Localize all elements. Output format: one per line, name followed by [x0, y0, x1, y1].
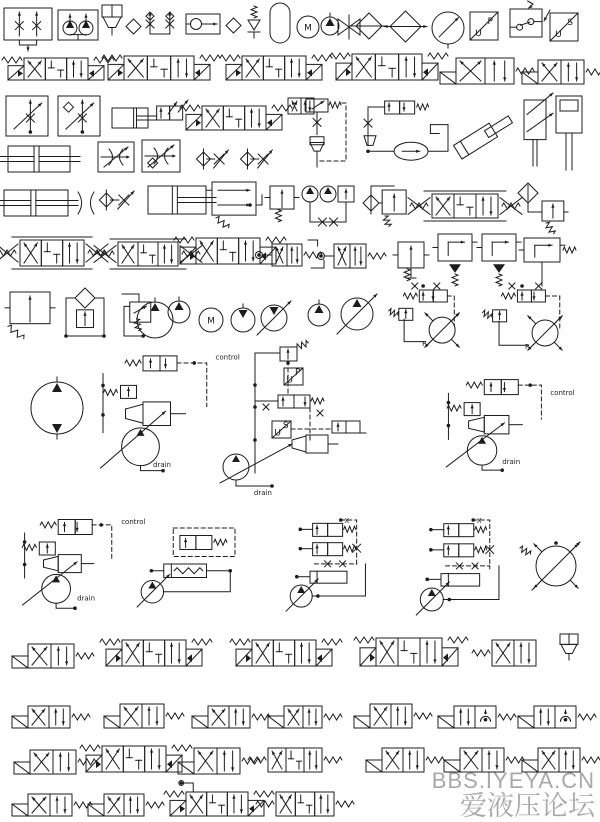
dcv-4-2-solenoid — [12, 794, 92, 816]
variable-pump-star — [519, 541, 581, 590]
double-rod-cylinder — [0, 190, 78, 216]
variable-motor — [257, 301, 291, 335]
one-way-throttle — [196, 149, 228, 169]
dcv-4-3-solenoid — [330, 53, 448, 80]
dcv-4-3-pin — [164, 781, 274, 817]
svg-text:P: P — [487, 16, 493, 27]
dcv-4-3-proportional — [408, 191, 522, 221]
dcv-4-3-solenoid — [2, 57, 114, 80]
svg-text:U: U — [274, 428, 281, 439]
svg-text:drain: drain — [502, 458, 521, 467]
shuttle-valve — [186, 14, 220, 34]
pilot-relief-valve — [393, 242, 429, 281]
sequence-valve — [433, 234, 477, 286]
ball-pin-valve — [318, 244, 387, 268]
plunger-cylinder — [556, 96, 582, 170]
signal-box — [550, 13, 578, 41]
check-throttle-block — [99, 190, 134, 210]
dcv-3-2-solenoid — [354, 704, 432, 728]
dcv-4-3-solenoid — [102, 55, 220, 80]
svg-text:control: control — [215, 353, 240, 362]
throttle-check-pair — [146, 12, 174, 34]
throttle-valve — [98, 142, 134, 172]
check-valve-diamond — [126, 19, 141, 34]
dcv-4-2-solenoid — [14, 750, 96, 774]
dcv-4-2-solenoid — [88, 794, 164, 816]
valve-filter-pump-circuit — [364, 101, 448, 160]
counter-box — [470, 12, 498, 40]
double-pump-large — [137, 298, 173, 338]
compensated-pump-circuit — [388, 283, 460, 348]
svg-text:R: R — [422, 340, 427, 349]
dcv-3-2-solenoid — [192, 706, 270, 728]
dcv-4-3-spring — [354, 637, 468, 666]
svg-text:X: X — [476, 517, 482, 525]
two-stage-pump-circuit — [286, 517, 365, 611]
cylinder-with-valve — [112, 100, 188, 128]
pump — [308, 300, 330, 326]
compensated-pump-circuit — [481, 283, 562, 351]
dcv-4-3-solenoid — [80, 745, 192, 772]
relief-throttle-filter-circuit — [306, 99, 346, 167]
electric-motor — [297, 16, 319, 38]
load-sense-pump-circuit — [220, 340, 366, 497]
dcv-4-2-solenoid — [12, 644, 94, 668]
check-relief-block — [64, 288, 106, 338]
dual-pump-block — [302, 186, 354, 226]
dcv-4-2-solenoid — [522, 60, 600, 84]
svg-text:control: control — [121, 518, 146, 526]
svg-text:X: X — [344, 517, 350, 525]
breather-small — [560, 634, 578, 660]
dcv-4-3-spring — [256, 792, 354, 816]
svg-text:M: M — [207, 316, 215, 327]
spring-check-valve — [248, 6, 260, 38]
dcv-4-3-solenoid — [180, 105, 292, 130]
relief-valve-block — [206, 182, 262, 230]
two-stage-pump-circuit — [416, 517, 499, 615]
svg-text:S: S — [282, 421, 289, 432]
filter-reducing-block — [518, 183, 568, 235]
sequence-valve — [477, 234, 521, 286]
svg-text:R: R — [525, 342, 530, 351]
flow-regulator-block-check — [58, 96, 100, 136]
pump-cylinder-circuit — [137, 528, 235, 607]
dcv-4-3-spring — [248, 748, 342, 772]
relief-with-check — [363, 186, 406, 227]
pump-unit — [321, 13, 339, 35]
relief-valve-spring — [5, 292, 55, 341]
watermark-forum: 爱液压论坛 — [460, 790, 595, 821]
one-way-throttle — [240, 149, 272, 169]
variable-actuator — [524, 93, 553, 166]
dcv-3-2-poppet — [438, 706, 516, 728]
flow-divider — [4, 8, 52, 51]
dcv-4-3-solenoid — [100, 639, 212, 666]
dcv-4-2-solenoid — [440, 58, 534, 84]
dcv-4-2-spring — [472, 640, 536, 666]
accumulator — [270, 3, 290, 43]
svg-text:S: S — [567, 17, 574, 28]
dcv-3-2-solenoid — [12, 706, 90, 728]
cooler — [384, 11, 427, 42]
pressure-switch — [510, 1, 550, 37]
inclined-cylinder — [454, 113, 515, 159]
svg-text:P: P — [294, 368, 301, 379]
dual-check-block — [58, 10, 98, 40]
dcv-3-2-poppet — [518, 706, 596, 728]
svg-text:drain: drain — [77, 594, 96, 603]
orifice — [78, 192, 94, 214]
hydraulic-motor — [231, 304, 255, 332]
dcv-4-2-solenoid — [178, 748, 260, 774]
watermark — [432, 769, 595, 820]
flow-regulator-block — [6, 96, 48, 136]
double-pump-small — [168, 297, 190, 323]
sequence-valve — [519, 238, 576, 286]
double-rod-cylinder — [0, 146, 80, 172]
svg-text:M: M — [304, 23, 312, 34]
reducing-block — [122, 294, 151, 338]
tank-breather — [102, 5, 122, 35]
variable-pump — [337, 294, 377, 334]
dcv-4-3-solenoid — [230, 639, 342, 666]
watermark-site: BBS.IYEYA.CN — [431, 767, 595, 793]
svg-text:U: U — [475, 28, 482, 39]
relief-valve — [265, 186, 299, 222]
svg-text:control: control — [550, 389, 575, 398]
pressure-gauge — [432, 12, 464, 48]
svg-text:U: U — [286, 375, 293, 386]
dcv-3-2-solenoid — [104, 704, 184, 728]
filter — [351, 13, 387, 39]
pressure-comp-pump-circuit — [101, 353, 240, 472]
pressure-comp-pump-circuit — [446, 380, 574, 472]
pressure-comp-pump-circuit — [22, 518, 145, 610]
svg-text:drain: drain — [253, 489, 272, 497]
bidirectional-motor — [31, 377, 83, 439]
dcv-3-2-solenoid — [268, 706, 342, 728]
svg-text:U: U — [555, 29, 562, 40]
dcv-4-3-proportional — [0, 237, 108, 269]
svg-text:drain: drain — [153, 460, 171, 469]
throttle-check-valve — [142, 140, 180, 172]
check-valve-diamond-2 — [226, 18, 241, 33]
dcv-4-3-solenoid — [220, 55, 332, 80]
motor-m — [199, 308, 223, 332]
